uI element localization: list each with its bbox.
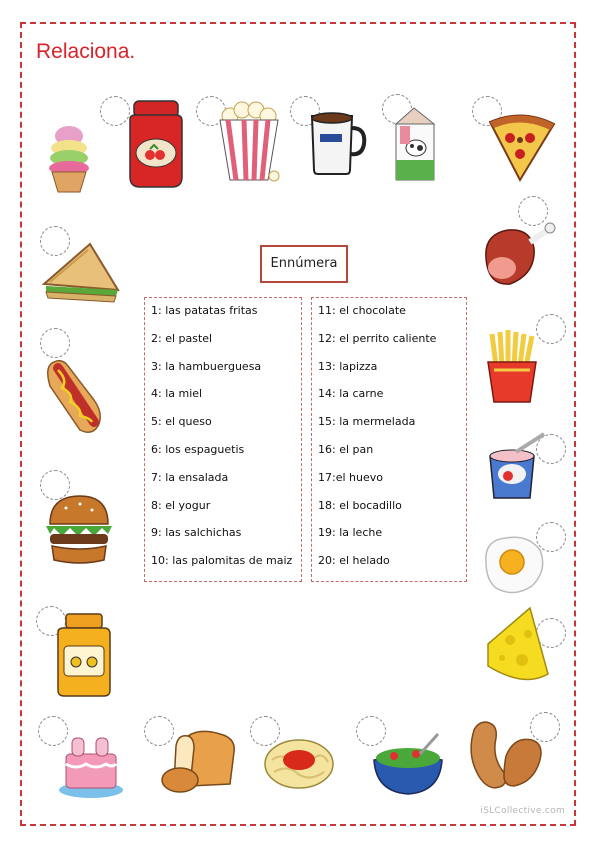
- jam-jar-icon: [124, 97, 188, 191]
- list-item: 6: los espaguetis: [151, 442, 245, 456]
- page-title: Relaciona.: [36, 40, 136, 63]
- list-item: 18: el bocadillo: [318, 498, 402, 512]
- list-item: 2: el pastel: [151, 331, 213, 345]
- list-item: 16: el pan: [318, 442, 374, 456]
- yogurt-icon: [482, 430, 554, 502]
- vocab-list-left: [145, 298, 301, 582]
- list-item: 17:el huevo: [318, 470, 383, 484]
- hamburger-icon: [44, 490, 114, 566]
- hot-dog-icon: [40, 356, 110, 436]
- list-item: 15: la mermelada: [318, 415, 416, 429]
- milk-carton-icon: [390, 104, 440, 184]
- french-fries-icon: [482, 330, 542, 406]
- list-item: 1: las patatas fritas: [151, 304, 258, 317]
- answer-circle[interactable]: [40, 328, 70, 358]
- ham-icon: [478, 218, 558, 294]
- list-item: 14: la carne: [318, 387, 384, 401]
- cake-icon: [56, 730, 126, 800]
- enumerate-label: Ennúmera: [260, 245, 348, 283]
- list-item: 13: lapizza: [318, 359, 378, 373]
- list-item: 3: la hambuerguesa: [151, 359, 262, 373]
- list-left-box: [144, 297, 302, 582]
- list-item: 20: el helado: [318, 554, 390, 568]
- list-item: 19: la leche: [318, 526, 383, 540]
- list-item: 10: las palomitas de maiz: [151, 554, 293, 568]
- list-item: 5: el queso: [151, 415, 212, 429]
- cheese-icon: [484, 604, 552, 692]
- bread-icon: [160, 728, 238, 794]
- list-item: 12: el perrito caliente: [318, 331, 437, 345]
- list-item: 11: el chocolate: [318, 304, 406, 317]
- list-item: 8: el yogur: [151, 498, 211, 512]
- ice-cream-icon: [44, 124, 94, 196]
- mug-icon: [306, 110, 368, 176]
- fried-egg-icon: [480, 532, 548, 598]
- honey-jar-icon: [54, 612, 114, 698]
- list-item: 7: la ensalada: [151, 470, 229, 484]
- sausages-icon: [462, 716, 548, 796]
- spaghetti-icon: [262, 732, 336, 792]
- list-right-box: [311, 297, 467, 582]
- watermark: iSLCollective.com: [480, 806, 565, 816]
- popcorn-icon: [216, 100, 282, 186]
- salad-bowl-icon: [370, 732, 446, 798]
- list-item: 4: la miel: [151, 387, 203, 401]
- vocab-list-right: [312, 298, 466, 582]
- list-item: 9: las salchichas: [151, 526, 242, 540]
- pizza-slice-icon: [484, 110, 560, 184]
- sandwich-icon: [40, 238, 122, 304]
